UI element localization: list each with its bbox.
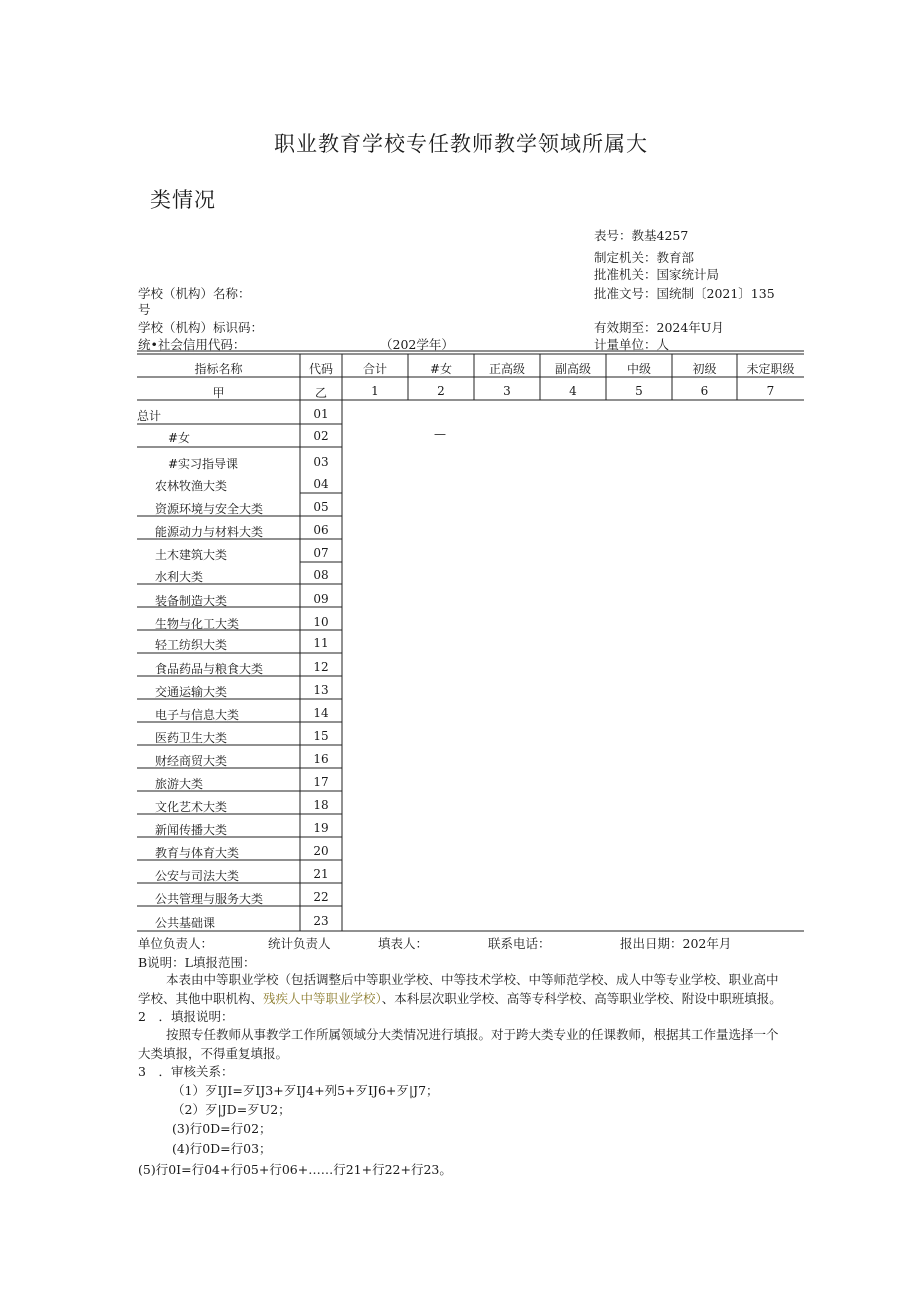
dash-mark: — (434, 427, 446, 441)
measurement-unit: 计量单位：人 (594, 337, 670, 352)
row-code: 08 (313, 568, 329, 582)
notes-audit-2: （2）歹|JD=歹U2； (172, 1102, 291, 1117)
table-number: 表号：教基4257 (594, 228, 689, 243)
notes-audit-3: (3)行0D=行02； (172, 1121, 272, 1136)
approval-number: 批准文号：国统制〔2021〕135 (594, 286, 775, 301)
row-name: 总计 (137, 409, 162, 423)
school-name-label: 学校（机构）名称： (138, 286, 251, 301)
row-code: 03 (313, 455, 329, 469)
school-year: （202学年） (380, 337, 454, 352)
row-code: 10 (313, 615, 329, 629)
row-code: 13 (313, 683, 329, 697)
header-female: #女 (429, 362, 453, 376)
page-title: 职业教育学校专任教师教学领域所属大 (274, 132, 648, 156)
filler-label: 填表人： (378, 936, 429, 951)
subheader-col7: 7 (766, 384, 775, 398)
row-name: 生物与化工大类 (155, 617, 240, 631)
issuing-authority: 制定机关：教育部 (594, 250, 695, 265)
notes-audit-4: (4)行0D=行03； (172, 1141, 272, 1156)
row-name: #实习指导课 (168, 457, 239, 471)
unit-head-label: 单位负责人： (138, 936, 214, 951)
header-total: 合计 (362, 362, 387, 376)
row-code: 15 (313, 729, 329, 743)
subheader-jia: 甲 (212, 386, 225, 400)
phone-label: 联系电话： (488, 936, 551, 951)
row-code: 12 (313, 660, 329, 674)
header-associate-senior: 副高级 (554, 362, 591, 376)
notes-audit-heading: 3 ．审核关系： (138, 1064, 234, 1079)
header-junior: 初级 (692, 362, 717, 376)
row-code: 17 (313, 775, 329, 789)
subheader-col5: 5 (635, 384, 643, 398)
row-code: 14 (313, 706, 329, 720)
notes-fill-heading: 2 ．填报说明： (138, 1009, 234, 1024)
row-name: 财经商贸大类 (155, 754, 228, 768)
notes-fill-line2: 大类填报，不得重复填报。 (138, 1046, 289, 1061)
row-name: 轻工纺织大类 (155, 638, 228, 652)
subheader-col1: 1 (371, 384, 379, 398)
header-intermediate: 中级 (626, 362, 651, 376)
notes-scope-part1: 学校、其他中职机构、 (138, 991, 264, 1006)
row-code: 20 (313, 844, 329, 858)
row-name: 公安与司法大类 (155, 869, 240, 883)
notes-scope-part3: 、本科层次职业学校、高等专科学校、高等职业学校、附设中职班填报。 (381, 991, 782, 1006)
subheader-col4: 4 (569, 384, 577, 398)
school-code-label: 学校（机构）标识码： (138, 320, 264, 335)
header-indicator-name: 指标名称 (194, 362, 243, 376)
stat-head-label: 统计负责人 (268, 936, 331, 951)
header-unranked: 未定职级 (746, 362, 795, 376)
notes-audit-1: （1）歹IJI=歹IJ3+歹IJ4+列5+歹IJ6+歹|J7； (172, 1083, 439, 1098)
subheader-col3: 3 (503, 384, 511, 398)
row-code: 07 (313, 546, 329, 560)
row-code: 02 (313, 429, 329, 443)
row-code: 16 (313, 752, 329, 766)
valid-until: 有效期至：2024年U月 (594, 320, 724, 335)
notes-scope-line2 (138, 989, 782, 1007)
row-name: 公共基础课 (155, 916, 216, 930)
row-name: 旅游大类 (155, 777, 204, 791)
row-code: 23 (313, 914, 329, 928)
notes-scope-line1: 本表由中等职业学校（包括调整后中等职业学校、中等技术学校、中等师范学校、成人中等专业学校、职业高中 (166, 972, 779, 987)
row-code: 22 (313, 890, 329, 904)
row-name: 公共管理与服务大类 (155, 892, 264, 906)
row-name: 水利大类 (155, 570, 204, 584)
subheader-col6: 6 (700, 384, 709, 398)
approval-number-suffix: 号 (138, 302, 151, 317)
credit-code-label: 统•社会信用代码： (138, 337, 246, 352)
notes-audit-5: (5)行0I=行04+行05+行06+……行21+行22+行23。 (138, 1162, 452, 1177)
notes-fill-line1: 按照专任教师从事教学工作所属领域分大类情况进行填报。对于跨大类专业的任课教师，根据其工作量选择一个 (166, 1027, 779, 1042)
page-title-continued: 类情况 (150, 188, 216, 212)
row-code: 05 (313, 500, 329, 514)
row-name: 装备制造大类 (155, 594, 228, 608)
row-name: 食品药品与粮食大类 (155, 662, 264, 676)
row-code: 09 (313, 592, 329, 606)
row-code: 04 (313, 477, 329, 491)
row-name: #女 (168, 431, 191, 445)
row-name: 能源动力与材料大类 (155, 525, 264, 539)
row-code: 01 (313, 407, 329, 421)
row-name: 新闻传播大类 (155, 823, 228, 837)
row-name: 资源环境与安全大类 (155, 502, 264, 516)
notes-heading: B说明：L填报范围： (138, 955, 256, 970)
subheader-yi: 乙 (314, 386, 327, 400)
row-name: 文化艺术大类 (155, 800, 228, 814)
row-code: 11 (313, 636, 329, 650)
header-code: 代码 (308, 362, 333, 376)
row-name: 医药卫生大类 (155, 731, 228, 745)
row-name: 交通运输大类 (155, 685, 228, 699)
row-code: 21 (313, 867, 329, 881)
notes-scope-highlight: 残疾人中等职业学校） (263, 991, 382, 1006)
row-name: 农林牧渔大类 (155, 479, 228, 493)
row-name: 土木建筑大类 (155, 548, 228, 562)
row-code: 06 (313, 523, 329, 537)
subheader-col2: 2 (437, 384, 445, 398)
report-date-label: 报出日期：202年月 (620, 936, 732, 951)
approving-authority: 批准机关：国家统计局 (594, 267, 720, 282)
header-senior: 正高级 (488, 362, 525, 376)
row-name: 电子与信息大类 (155, 708, 240, 722)
row-code: 19 (313, 821, 329, 835)
row-name: 教育与体育大类 (155, 846, 240, 860)
row-code: 18 (313, 798, 329, 812)
